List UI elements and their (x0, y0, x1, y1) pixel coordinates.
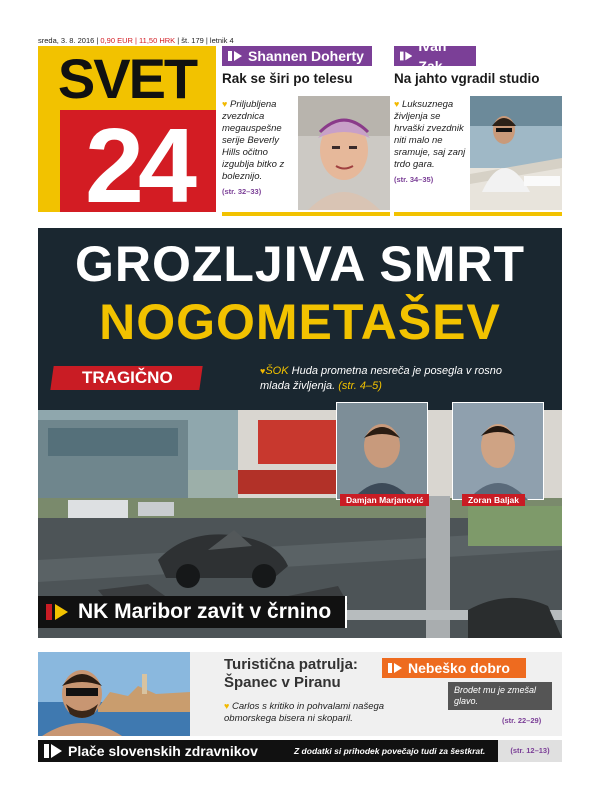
tourist-patrol-story[interactable] (38, 652, 562, 736)
headline-line2: NOGOMETAŠEV (99, 294, 501, 350)
dateline-prices: 0,90 EUR | 11,50 HRK (98, 36, 178, 45)
main-story[interactable] (38, 228, 562, 638)
footer-story-text: Z dodatki si prihodek povečajo tudi za šestkrat. (294, 746, 486, 756)
teaser-title: Rak se širi po telesu (222, 71, 353, 86)
heart-icon: ♥ (260, 366, 266, 376)
kicker-label: TRAGIČNO (82, 368, 173, 387)
dateline (38, 36, 234, 45)
piran-photo (38, 652, 190, 736)
arrow-icon (44, 744, 62, 758)
footer-story-bar[interactable] (38, 740, 562, 762)
photo-caption-zoran: Zoran Baljak (462, 494, 525, 506)
arrow-icon (228, 51, 242, 61)
shock-text-content: Huda prometna nesreča je posegla v rosno mlada življenja. (260, 365, 502, 392)
teaser-title: Na jahto vgradil studio (394, 71, 540, 86)
nebesko-dobro-text: Brodet mu je zmešal glavo. (448, 682, 552, 710)
teaser-text-content: Priljubljena zvezdnica megauspešne serije Beverly Hills očitno izgublja bitko z boleznijo. (222, 99, 285, 182)
teaser-tag (394, 38, 476, 74)
teaser-underline (394, 212, 562, 216)
shock-label: ŠOK (265, 365, 289, 377)
teaser-page-ref: (str. 34–35) (394, 175, 434, 184)
shock-page-ref: (str. 4–5) (335, 380, 382, 392)
tourist-patrol-text (224, 700, 392, 725)
svet24-logo-graphic (38, 46, 216, 212)
heart-icon: ♥ (394, 99, 400, 109)
ivan-zak-photo (470, 96, 562, 210)
teaser-tag-label: Ivan Zak (418, 38, 447, 74)
footer-page-ref: (str. 12–13) (510, 746, 550, 755)
damjan-marjanovic-photo (336, 402, 428, 500)
story-banner-label: NK Maribor zavit v črnino (78, 600, 332, 623)
arrow-icon (400, 51, 412, 61)
heart-icon: ♥ (224, 701, 230, 711)
dateline-date: sreda, 3. 8. 2016 | (38, 36, 99, 45)
teaser-text (222, 98, 296, 183)
tourist-patrol-title: Turistična patrulja: Španec v Piranu (224, 656, 358, 691)
svet24-logo (38, 46, 216, 212)
teaser-tag (222, 46, 372, 66)
zoran-baljak-photo (452, 402, 544, 500)
nebesko-dobro-label: Nebeško dobro (408, 660, 510, 676)
nebesko-dobro-page-ref: (str. 22–29) (502, 716, 542, 725)
footer-story-title: Plače slovenskih zdravnikov (68, 743, 258, 759)
story-banner (38, 596, 347, 628)
heart-icon: ♥ (222, 99, 228, 109)
teaser-shannen-doherty[interactable] (222, 46, 390, 216)
photo-caption-damjan: Damjan Marjanović (340, 494, 429, 506)
logo-24-text: 24 (85, 107, 191, 212)
dateline-issue: | št. 179 | letnik 4 (177, 36, 234, 45)
arrow-icon (46, 604, 68, 620)
footer-ref-box (498, 740, 562, 762)
teaser-ivan-zak[interactable] (394, 38, 562, 216)
shannen-doherty-photo (298, 96, 390, 210)
kicker-tag (50, 366, 202, 390)
teaser-text (394, 98, 466, 171)
headline-line1: GROZLJIVA SMRT (74, 236, 526, 292)
logo-svet-text: SVET (57, 47, 197, 110)
teaser-page-ref: (str. 32–33) (222, 187, 262, 196)
teaser-text-content: Luksuznega življenja se hrvaški zvezdnik niti malo ne sramuje, saj zanj trdo gara. (394, 99, 466, 170)
tourist-patrol-text-content: Carlos s kritiko in pohvalami našega obmorskega bisera ni skoparil. (224, 701, 385, 724)
teaser-tag-label: Shannen Doherty (248, 48, 364, 64)
shock-text (260, 364, 510, 394)
arrow-icon (388, 663, 402, 673)
teaser-underline (222, 212, 390, 216)
teaser-body (222, 98, 296, 196)
nebesko-dobro-tag[interactable] (382, 658, 526, 678)
teaser-body (394, 98, 466, 184)
